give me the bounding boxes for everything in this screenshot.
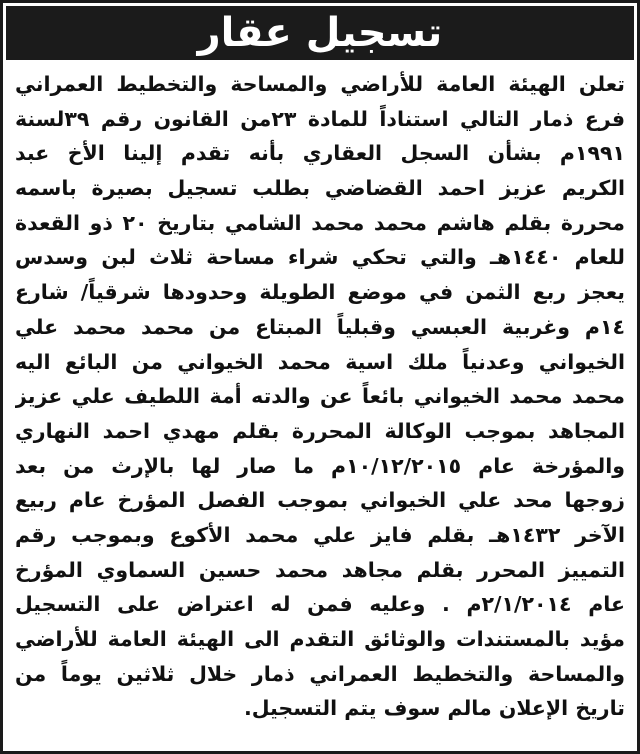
notice-line: محمد محمد الخيواني بائعاً عن والدته أمة اللطيف علي عزيز [15,384,625,409]
notice-line: يعجز ربع الثمن في موضع الطويلة وحدودها شرقياً/ شارع [15,280,625,305]
notice-title: تسجيل عقار [197,10,443,56]
notice-line: التمييز المحرر بقلم مجاهد محمد حسين السماوي المؤرخ [15,557,625,582]
notice-line: والمساحة والتخطيط العمراني ذمار خلال ثلاثين يوماً من [15,661,625,686]
notice-line: تاريخ الإعلان مالم سوف يتم التسجيل. [243,696,625,721]
notice-line: للعام ١٤٤٠هـ والتي تحكي شراء مساحة ثلاث لبن وسدس [15,245,625,270]
notice-line: عام ٢/١/٢٠١٤م . وعليه فمن له اعتراض على التسجيل [15,592,625,617]
notice-line: الآخر ١٤٣٢هـ بقلم فايز علي محمد الأكوع وبموجب رقم [15,522,625,547]
notice-line: زوجها محد علي الخيواني بموجب الفصل المؤرخ عام ربيع [15,488,625,513]
notice-line: ١٩٩١م بشأن السجل العقاري بأنه تقدم إلينا الأخ عبد [15,141,625,166]
notice-header [6,6,634,60]
notice-line: والمؤرخة عام ١٠/١٢/٢٠١٥م ما صار لها بالإرث من بعد [15,453,625,478]
notice-body [15,67,625,726]
notice-line: محررة بقلم هاشم محمد محمد الشامي بتاريخ ٢٠ ذو القعدة [15,210,625,235]
notice-line: تعلن الهيئة العامة للأراضي والمساحة والتخطيط العمراني [15,72,625,96]
notice-line: الخيواني وعدنياً ملك اسية محمد الخيواني من البائع اليه [15,349,625,374]
notice-line: مؤيد بالمستندات والوثائق التقدم الى الهيئة العامة للأراضي [15,627,625,651]
notice-line: الكريم عزيز احمد القضاضي بطلب تسجيل بصيرة باسمه [15,176,625,201]
notice-line: ١٤م وغربية العبسي وقبلياً المبتاع من محمد محمد علي [15,314,625,339]
notice-line: المجاهد بموجب الوكالة المحررة بقلم مهدي احمد النهاري [15,418,625,443]
notice-line: فرع ذمار التالي استناداً للمادة ٢٣من القانون رقم ٣٩لسنة [15,106,625,131]
